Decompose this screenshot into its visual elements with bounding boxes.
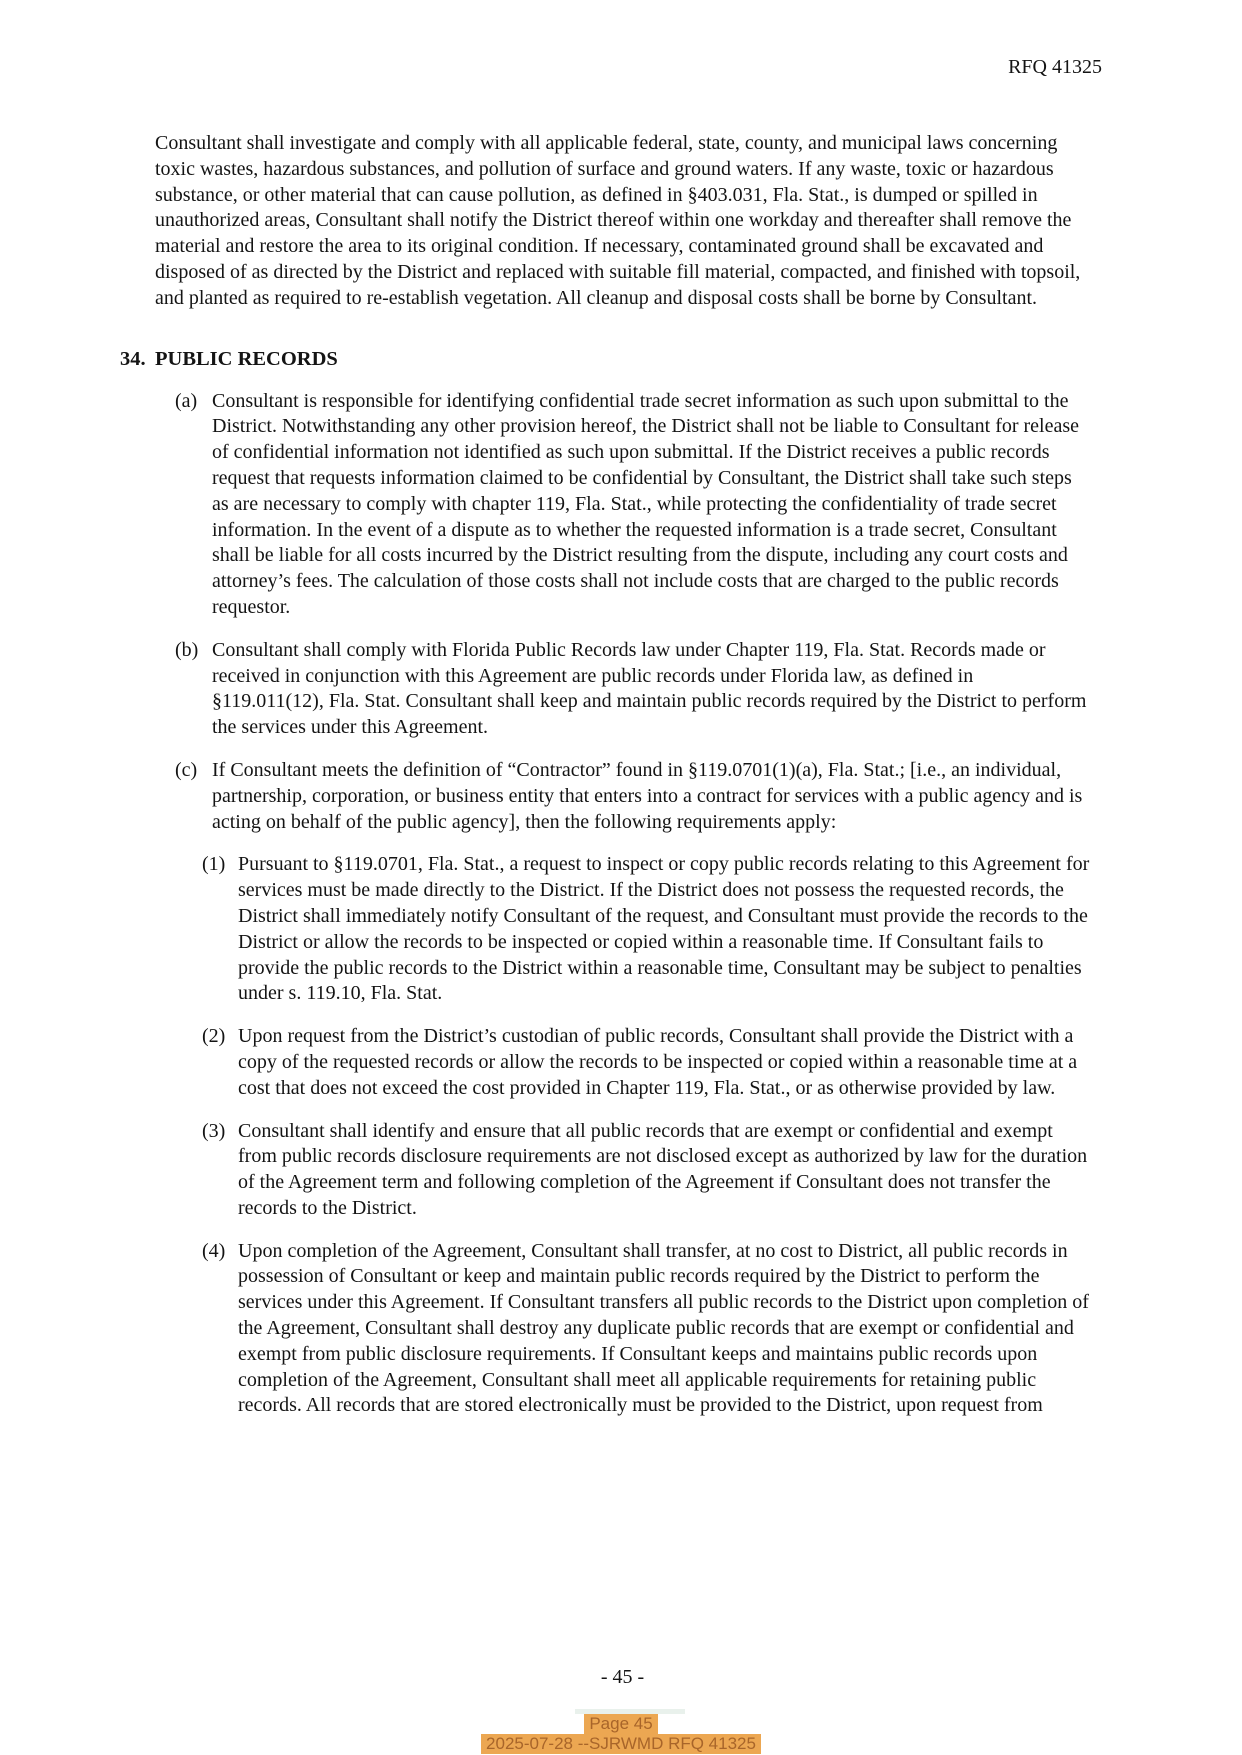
header-doc-reference: RFQ 41325 [1008,56,1102,78]
intro-paragraph: Consultant shall investigate and comply with all applicable federal, state, county, and municipal laws concerning toxic wastes, hazardous substances, and pollution of surface and ground waters. If any waste, toxic or hazardous substance, or other material that can cause pollution, as defined in §403.031, Fla. Stat., is dumped or spilled in unauthorized areas, Consultant shall notify the District thereof within one workday and thereafter shall remove the material and restore the area to its original condition. If necessary, contaminated ground shall be excavated and disposed of as directed by the District and replaced with suitable fill material, compacted, and finished with topsoil, and planted as required to re-establish vegetation. All cleanup and disposal costs shall be borne by Consultant. [155,132,1081,309]
item-text: Consultant shall comply with Florida Public Records law under Chapter 119, Fla. Stat. Records made or received in conjunction with this Agreement are public records under Florida law, as defined in §119.011(12), Fla. Stat. Consultant shall keep and maintain public records required by the District to perform the services under this Agreement. [212,638,1087,739]
document-body [120,131,1090,1419]
item-label: (c) [175,758,198,781]
subitem-text: Upon completion of the Agreement, Consultant shall transfer, at no cost to District, all public records in possession of Consultant or keep and maintain public records required by the District to perform the services under this Agreement. If Consultant transfers all public records to the District upon completion of the Agreement, Consultant shall destroy any duplicate public records that are exempt or confidential and exempt from public disclosure requirements. If Consultant keeps and maintains public records upon completion of the Agreement, Consultant shall meet all applicable requirements for retaining public records. All records that are stored electronically must be provided to the District, upon request from [238,1239,1089,1417]
subitem-text: Upon request from the District’s custodian of public records, Consultant shall provide the District with a copy of the requested records or allow the records to be inspected or copied within a reasonable time at a cost that does not exceed the cost provided in Chapter 119, Fla. Stat., or as otherwise provided by law. [238,1025,1078,1099]
item-text: If Consultant meets the definition of “Contractor” found in §119.0701(1)(a), Fla. Stat.; [i.e., an individual, partnership, corporation, or business entity that enters into a contract for services with a public agency and is acting on behalf of the public agency], then the following requirements apply: [212,758,1083,833]
list-item-c [155,758,1090,835]
item-label: (b) [175,638,199,661]
section-items [155,389,1090,1420]
page-number: - 45 - [600,1666,645,1688]
stamp-page-label: Page 45 [584,1714,657,1734]
footer-stamp [0,1714,1242,1754]
subitem-label: (3) [202,1119,226,1142]
section-number: 34. [120,347,146,370]
section-heading [120,346,1090,372]
stamp-date-reference: 2025-07-28 --SJRWMD RFQ 41325 [481,1734,761,1754]
subitem-label: (2) [202,1025,226,1048]
list-subitem-3 [202,1119,1090,1222]
list-subitem-1 [202,852,1090,1007]
subitem-text: Consultant shall identify and ensure that all public records that are exempt or confidential and exempt from public records disclosure requirements are not disclosed except as authorized by law for the duration of the Agreement term and following completion of the Agreement if Consultant does not transfer the records to the District. [238,1119,1088,1219]
stamp-page-row [0,1714,1242,1734]
list-subitem-4 [202,1239,1090,1420]
subitem-label: (4) [202,1239,226,1262]
stamp-date-row [0,1734,1242,1754]
sub-items [155,852,1090,1419]
item-text: Consultant is responsible for identifying confidential trade secret information as such upon submittal to the District. Notwithstanding any other provision hereof, the District shall not be liable to Consultant for release of confidential information not identified as such upon submittal. If the District receives a public records request that requests information claimed to be confidential by Consultant, the District shall take such steps as are necessary to comply with chapter 119, Fla. Stat., while protecting the confidentiality of trade secret information. In the event of a dispute as to whether the requested information is a trade secret, Consultant shall be liable for all costs incurred by the District resulting from the dispute, including any court costs and attorney’s fees. The calculation of those costs shall not include costs that are charged to the public records requestor. [212,389,1080,618]
section-title: PUBLIC RECORDS [155,347,338,370]
subitem-label: (1) [202,853,226,876]
list-item-b [155,638,1090,741]
list-item-a [155,389,1090,621]
list-subitem-2 [202,1024,1090,1101]
subitem-text: Pursuant to §119.0701, Fla. Stat., a request to inspect or copy public records relating to this Agreement for services must be made directly to the District. If the District does not possess the requested records, the District shall immediately notify Consultant of the request, and Consultant must provide the records to the District or allow the records to be inspected or copied within a reasonable time. If Consultant fails to provide the public records to the District within a reasonable time, Consultant may be subject to penalties under s. 119.10, Fla. Stat. [238,853,1090,1005]
item-label: (a) [175,389,198,412]
